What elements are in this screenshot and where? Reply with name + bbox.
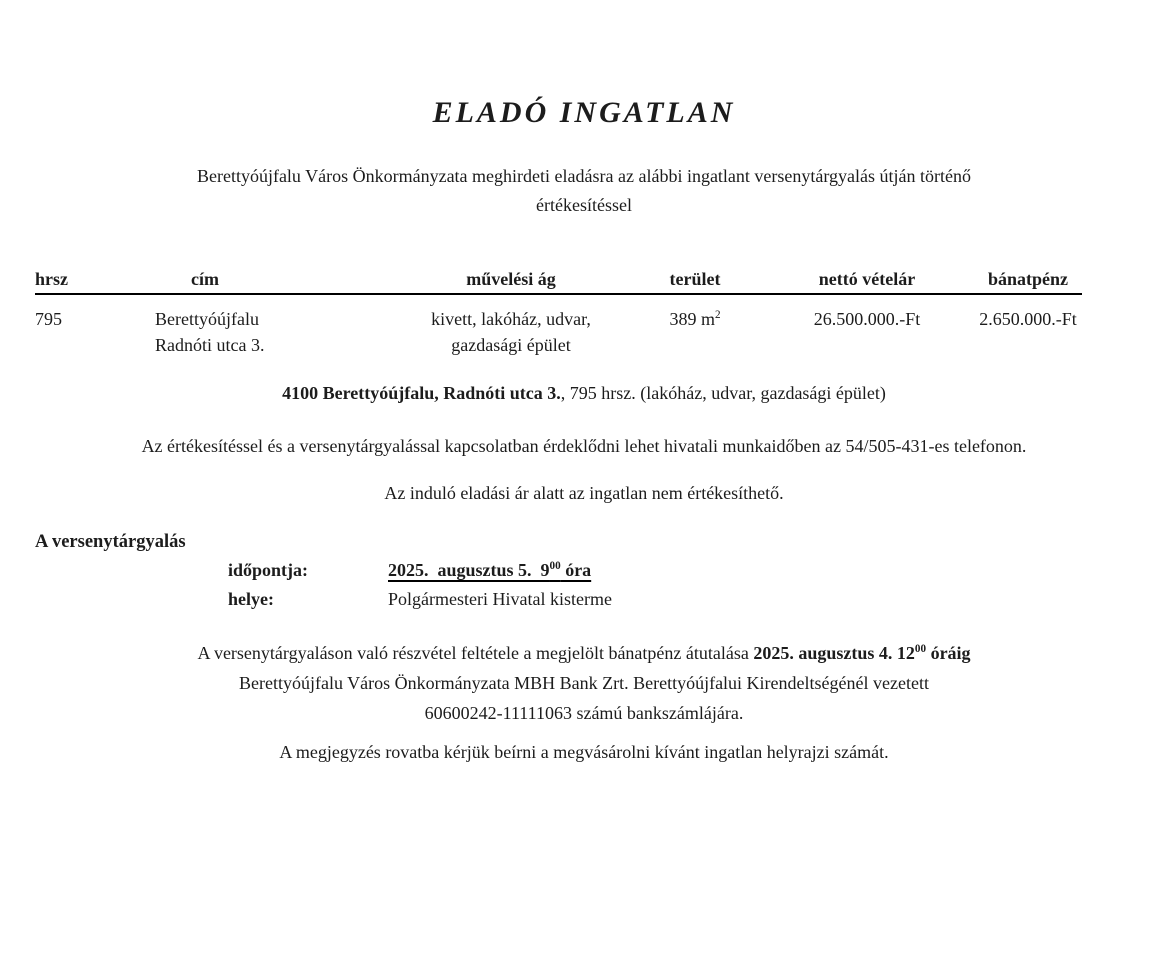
payment-deadline: 2025. augusztus 4. 12 [753, 643, 915, 663]
intro-paragraph [0, 162, 1168, 220]
table-cell-muvelesi-ag [400, 306, 622, 358]
auction-heading: A versenytárgyalás [35, 532, 186, 552]
payment-line-3: 60600242-11111063 számú bankszámlájára. [424, 703, 744, 723]
cim-line-2: Radnóti utca 3. [155, 335, 265, 355]
payment-paragraph [0, 638, 1168, 728]
table-header-hrsz: hrsz [35, 269, 68, 289]
auction-time-row [0, 556, 1168, 585]
muvelesi-line-1: kivett, lakóház, udvar, [431, 309, 591, 329]
note-line: A megjegyzés rovatba kérjük beírni a megvásárolni kívánt ingatlan helyrajzi számát. [279, 742, 889, 762]
document-page [0, 96, 1168, 970]
minimum-price-line: Az induló eladási ár alatt az ingatlan nem értékesíthető. [384, 483, 784, 503]
table-cell-netto-vetelar: 26.500.000.-Ft [813, 309, 921, 329]
auction-place-value: Polgármesteri Hivatal kisterme [388, 589, 612, 609]
page-title: ELADÓ INGATLAN [432, 96, 736, 129]
auction-time-label: időpontja: [228, 560, 309, 580]
table-cell-banatpenz: 2.650.000.-Ft [979, 309, 1077, 329]
table-header-terulet: terület [669, 269, 721, 289]
table-header-banatpenz: bánatpénz [987, 269, 1068, 289]
table-cell-cim [155, 306, 264, 358]
address-rest: , 795 hrsz. (lakóház, udvar, gazdasági épület) [560, 383, 886, 403]
property-table [0, 269, 1168, 361]
table-cell-hrsz: 795 [35, 309, 62, 329]
table-header-muvelesi-ag: művelési ág [466, 269, 556, 289]
auction-place-label-text: helye [228, 589, 268, 609]
payment-line-1 [0, 638, 1168, 668]
payment-line-2: Berettyóújfalu Város Önkormányzata MBH Bank Zrt. Berettyóújfalui Kirendeltségénél vezetett [239, 673, 929, 693]
table-cell-terulet [635, 306, 755, 332]
auction-time-superscript: 00 [549, 560, 561, 572]
auction-place-label [228, 585, 388, 614]
table-header-cim: cím [191, 269, 219, 289]
auction-time-suffix: óra [560, 560, 592, 580]
table-header-underline [35, 293, 1082, 295]
intro-line-1: Berettyóújfalu Város Önkormányzata meghirdeti eladásra az alábbi ingatlant versenytárgyalás útján történő [196, 166, 972, 186]
address-line [0, 381, 1168, 406]
auction-place-colon: : [268, 589, 274, 609]
muvelesi-line-2: gazdasági épület [451, 335, 571, 355]
intro-line-2: értékesítéssel [536, 195, 632, 215]
contact-line: Az értékesítéssel és a versenytárgyalással kapcsolatban érdeklődni lehet hivatali munkaidőben az 54/505-431-es telefonon. [141, 436, 1027, 456]
table-header-netto-vetelar: nettó vételár [818, 269, 916, 289]
terulet-value: 389 m [669, 309, 715, 329]
cim-line-1: Berettyóújfalu [155, 309, 259, 329]
address-bold: 4100 Berettyóújfalu, Radnóti utca 3. [282, 383, 561, 403]
payment-deadline-superscript: 00 [914, 643, 927, 655]
auction-place-row [0, 585, 1168, 614]
auction-time-value [388, 556, 591, 585]
auction-time-text: 2025. augusztus 5. 9 [388, 560, 550, 580]
payment-deadline-suffix: óráig [926, 643, 971, 663]
terulet-superscript: 2 [714, 309, 721, 321]
payment-line-1-text: A versenytárgyaláson való részvétel feltétele a megjelölt bánatpénz átutalása [197, 643, 754, 663]
